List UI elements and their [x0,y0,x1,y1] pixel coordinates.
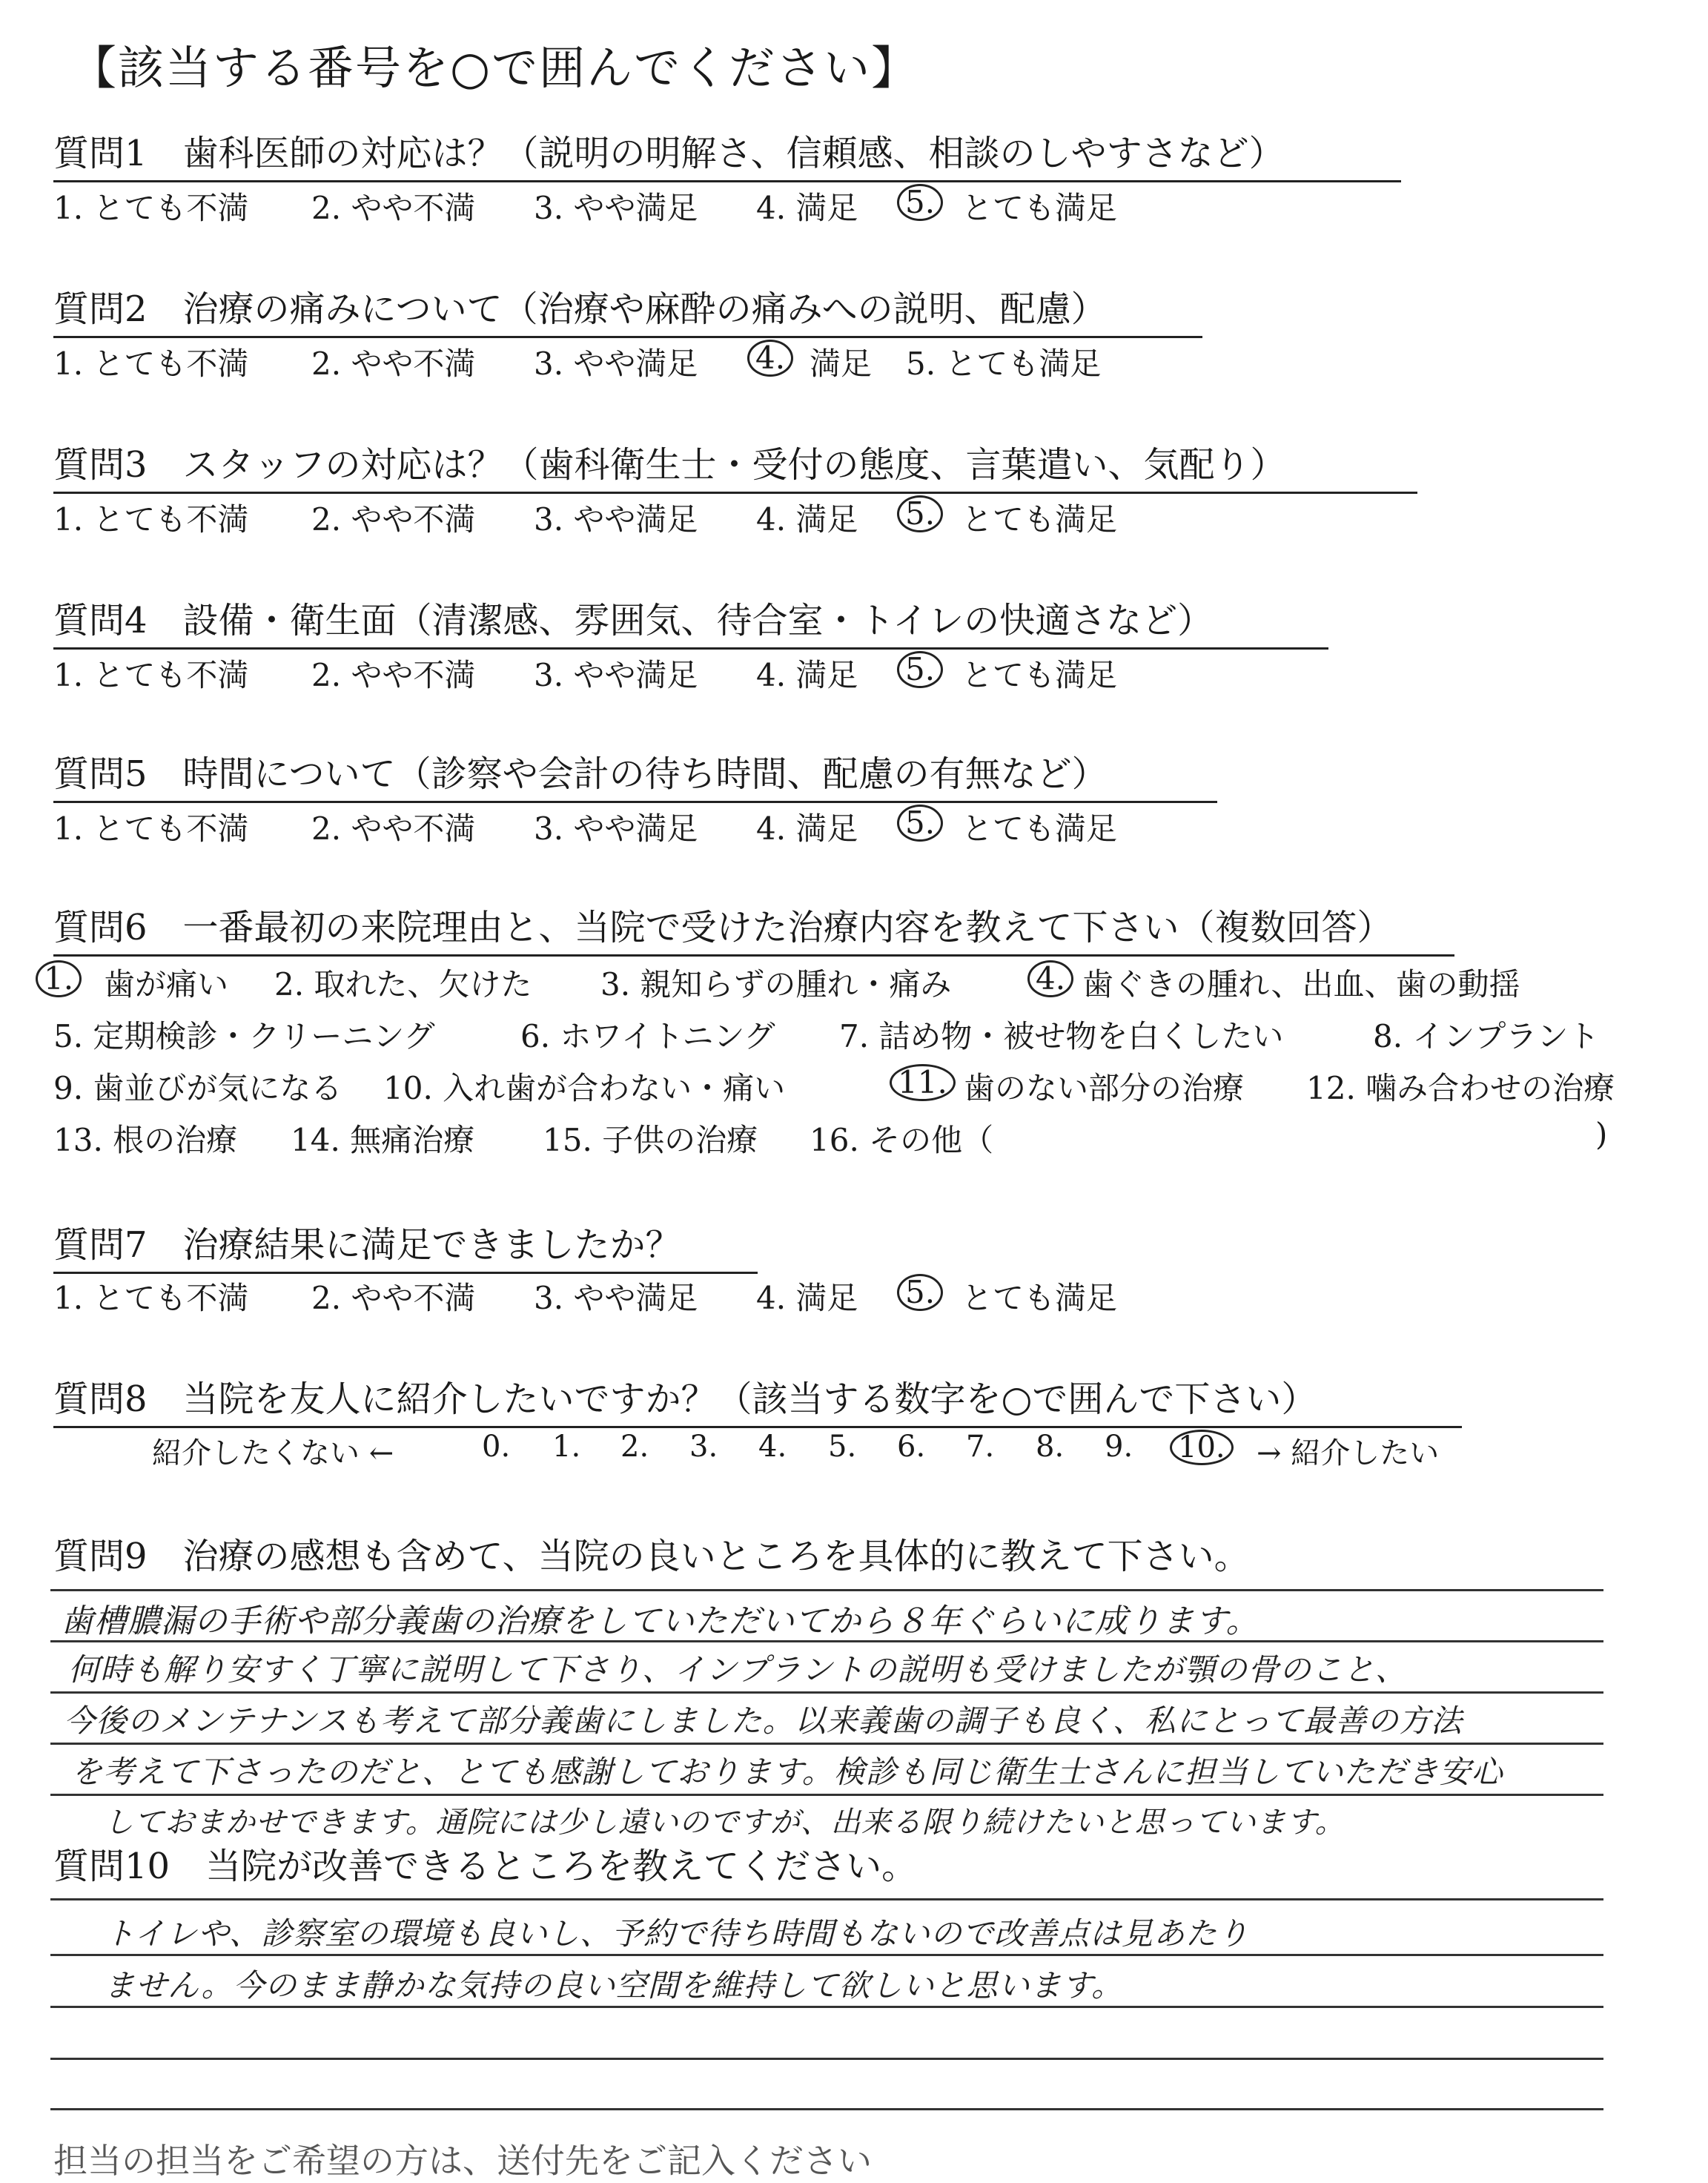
q6-option-7[interactable]: 7. 詰め物・被せ物を白くしたい [839,1018,1284,1054]
q8-option-9[interactable]: 9. [1105,1430,1133,1464]
question-5-title: 質問5 時間について（診察や会計の待ち時間、配慮の有無など） [53,745,1217,803]
q1-option-5-label: とても満足 [961,190,1118,226]
q9-answer-line-5: しておまかせできます。通院には少し遠いのですが、出来る限り続けたいと思っています。 [104,1806,1345,1840]
q10-rule-2 [50,1954,1603,1956]
q4-option-1[interactable]: 1. とても不満 [53,657,249,693]
q7-option-2[interactable]: 2. やや不満 [311,1280,476,1316]
question-3-title: 質問3 スタッフの対応は？（歯科衛生士・受付の態度、言葉遣い、気配り） [53,436,1417,494]
q6-option-15[interactable]: 15. 子供の治療 [543,1122,758,1158]
q5-option-5-label: とても満足 [961,810,1118,847]
q8-option-3[interactable]: 3. [689,1430,718,1464]
q9-rule-1 [50,1589,1603,1591]
q4-option-5-circled[interactable]: 5. [897,651,943,688]
q5-option-2[interactable]: 2. やや不満 [311,810,476,847]
q2-option-1[interactable]: 1. とても不満 [53,346,249,382]
q8-option-2[interactable]: 2. [620,1430,649,1464]
q7-option-5-label: とても満足 [961,1280,1118,1316]
q5-option-4[interactable]: 4. 満足 [756,810,858,847]
q6-option-4-label: 歯ぐきの腫れ、出血、歯の動揺 [1082,966,1520,1003]
question-7-options [53,1274,1684,1318]
q8-option-1[interactable]: 1. [552,1430,581,1464]
q10-rule-4 [50,2058,1603,2060]
question-6-title: 質問6 一番最初の来院理由と、当院で受けた治療内容を教えて下さい（複数回答） [53,899,1454,957]
question-4-title: 質問4 設備・衛生面（清潔感、雰囲気、待合室・トイレの快適さなど） [53,592,1328,650]
q3-option-1[interactable]: 1. とても不満 [53,501,249,538]
q6-option-14[interactable]: 14. 無痛治療 [291,1122,475,1158]
q9-rule-3 [50,1691,1603,1694]
q6-option-9[interactable]: 9. 歯並びが気になる [53,1070,342,1106]
q7-option-4[interactable]: 4. 満足 [756,1280,858,1316]
q8-right-label: → 紹介したい [1257,1436,1440,1470]
q2-option-2[interactable]: 2. やや不満 [311,346,476,382]
question-1-title: 質問1 歯科医師の対応は？（説明の明解さ、信頼感、相談のしやすさなど） [53,125,1401,182]
question-9-title: 質問9 治療の感想も含めて、当院の良いところを具体的に教えて下さい。 [53,1536,1250,1577]
question-10-title: 質問10 当院が改善できるところを教えてください。 [53,1846,918,1887]
q1-option-4[interactable]: 4. 満足 [756,190,858,226]
question-1-options [53,184,1684,228]
q6-option-11-label: 歯のない部分の治療 [964,1070,1245,1106]
q4-option-3[interactable]: 3. やや満足 [534,657,698,693]
q10-rule-3 [50,2006,1603,2008]
q8-option-10-circled[interactable]: 10. [1170,1430,1234,1465]
q8-option-6[interactable]: 6. [897,1430,926,1464]
question-6-row-1 [44,960,1675,1005]
q6-option-1-label: 歯が痛い [104,966,229,1003]
q8-option-4[interactable]: 4. [758,1430,787,1464]
q10-answer-line-1: トイレや、診察室の環境も良いし、予約で待ち時間もないので改善点は見あたり [104,1915,1250,1952]
q7-option-3[interactable]: 3. やや満足 [534,1280,698,1316]
q1-option-5-circled[interactable]: 5. [897,184,943,221]
q6-option-13[interactable]: 13. 根の治療 [53,1122,238,1158]
question-4-options [53,651,1684,696]
footer-cutoff-text: 担当の担当をご希望の方は、送付先をご記入ください [53,2141,872,2181]
q4-option-2[interactable]: 2. やや不満 [311,657,476,693]
q10-rule-1 [50,1898,1603,1900]
q5-option-1[interactable]: 1. とても不満 [53,810,249,847]
q10-answer-line-2: ません。今のまま静かな気持の良い空間を維持して欲しいと思います。 [104,1967,1124,2004]
question-8-scale [152,1430,1598,1474]
q2-option-4-label: 満足 [810,346,873,382]
q6-option-8[interactable]: 8. インプラント [1373,1018,1600,1054]
question-2-title: 質問2 治療の痛みについて（治療や麻酔の痛みへの説明、配慮） [53,280,1202,338]
q6-option-12[interactable]: 12. 噛み合わせの治療 [1306,1070,1615,1106]
q9-answer-line-4: を考えて下さったのだと、とても感謝しております。検診も同じ衛生士さんに担当していただき安心 [71,1754,1503,1790]
q5-option-3[interactable]: 3. やや満足 [534,810,698,847]
q9-rule-4 [50,1743,1603,1745]
question-3-options [53,495,1684,540]
q9-answer-line-1: 歯槽膿漏の手術や部分義歯の治療をしていただいてから８年ぐらいに成ります。 [61,1602,1260,1640]
q6-option-3[interactable]: 3. 親知らずの腫れ・痛み [600,966,952,1003]
question-6-row-4 [53,1116,1684,1160]
question-6-row-2 [53,1012,1684,1057]
q9-answer-line-3: 今後のメンテナンスも考えて部分義歯にしました。以来義歯の調子も良く、私にとって最善の方法 [64,1703,1463,1739]
q3-option-4[interactable]: 4. 満足 [756,501,858,538]
q9-answer-line-2: 何時も解り安すく丁寧に説明して下さり、インプラントの説明も受けましたが顎の骨のこと、 [68,1651,1408,1688]
q3-option-2[interactable]: 2. やや不満 [311,501,476,538]
q1-option-2[interactable]: 2. やや不満 [311,190,476,226]
q6-option-1-circled[interactable]: 1. [36,960,82,997]
q7-option-5-circled[interactable]: 5. [897,1274,943,1311]
question-8-title: 質問8 当院を友人に紹介したいですか？（該当する数字を○で囲んで下さい） [53,1370,1462,1428]
q6-option-4-circled[interactable]: 4. [1027,960,1073,997]
q1-option-1[interactable]: 1. とても不満 [53,190,249,226]
question-5-options [53,805,1684,849]
q6-option-5[interactable]: 5. 定期検診・クリーニング [53,1018,435,1054]
q8-option-8[interactable]: 8. [1036,1430,1065,1464]
q6-option-6[interactable]: 6. ホワイトニング [520,1018,775,1054]
q4-option-4[interactable]: 4. 満足 [756,657,858,693]
q2-option-4-circled[interactable]: 4. [747,340,793,377]
q7-option-1[interactable]: 1. とても不満 [53,1280,249,1316]
q2-option-5[interactable]: 5. とても満足 [906,346,1102,382]
q6-option-16[interactable]: 16. その他（ [810,1122,994,1158]
q2-option-3[interactable]: 3. やや満足 [534,346,698,382]
q8-left-label: 紹介したくない ← [152,1436,394,1470]
q3-option-3[interactable]: 3. やや満足 [534,501,698,538]
q5-option-5-circled[interactable]: 5. [897,805,943,842]
q6-option-2[interactable]: 2. 取れた、欠けた [274,966,532,1003]
q6-option-10[interactable]: 10. 入れ歯が合わない・痛い [383,1070,786,1106]
q3-option-5-label: とても満足 [961,501,1118,538]
question-2-options [53,340,1684,384]
q9-rule-5 [50,1794,1603,1796]
q6-option-11-circled[interactable]: 11. [890,1064,956,1101]
q8-option-7[interactable]: 7. [966,1430,995,1464]
q8-option-0[interactable]: 0. [482,1430,511,1464]
q10-rule-5 [50,2108,1603,2110]
q1-option-3[interactable]: 3. やや満足 [534,190,698,226]
q6-other-close-paren: ) [1595,1116,1608,1152]
q4-option-5-label: とても満足 [961,657,1118,693]
q8-option-5[interactable]: 5. [828,1430,857,1464]
question-6-row-3 [53,1064,1684,1109]
page-title: 【該当する番号を○で囲んでください】 [70,41,919,95]
question-7-title: 質問7 治療結果に満足できましたか？ [53,1216,758,1274]
q3-option-5-circled[interactable]: 5. [897,495,943,532]
